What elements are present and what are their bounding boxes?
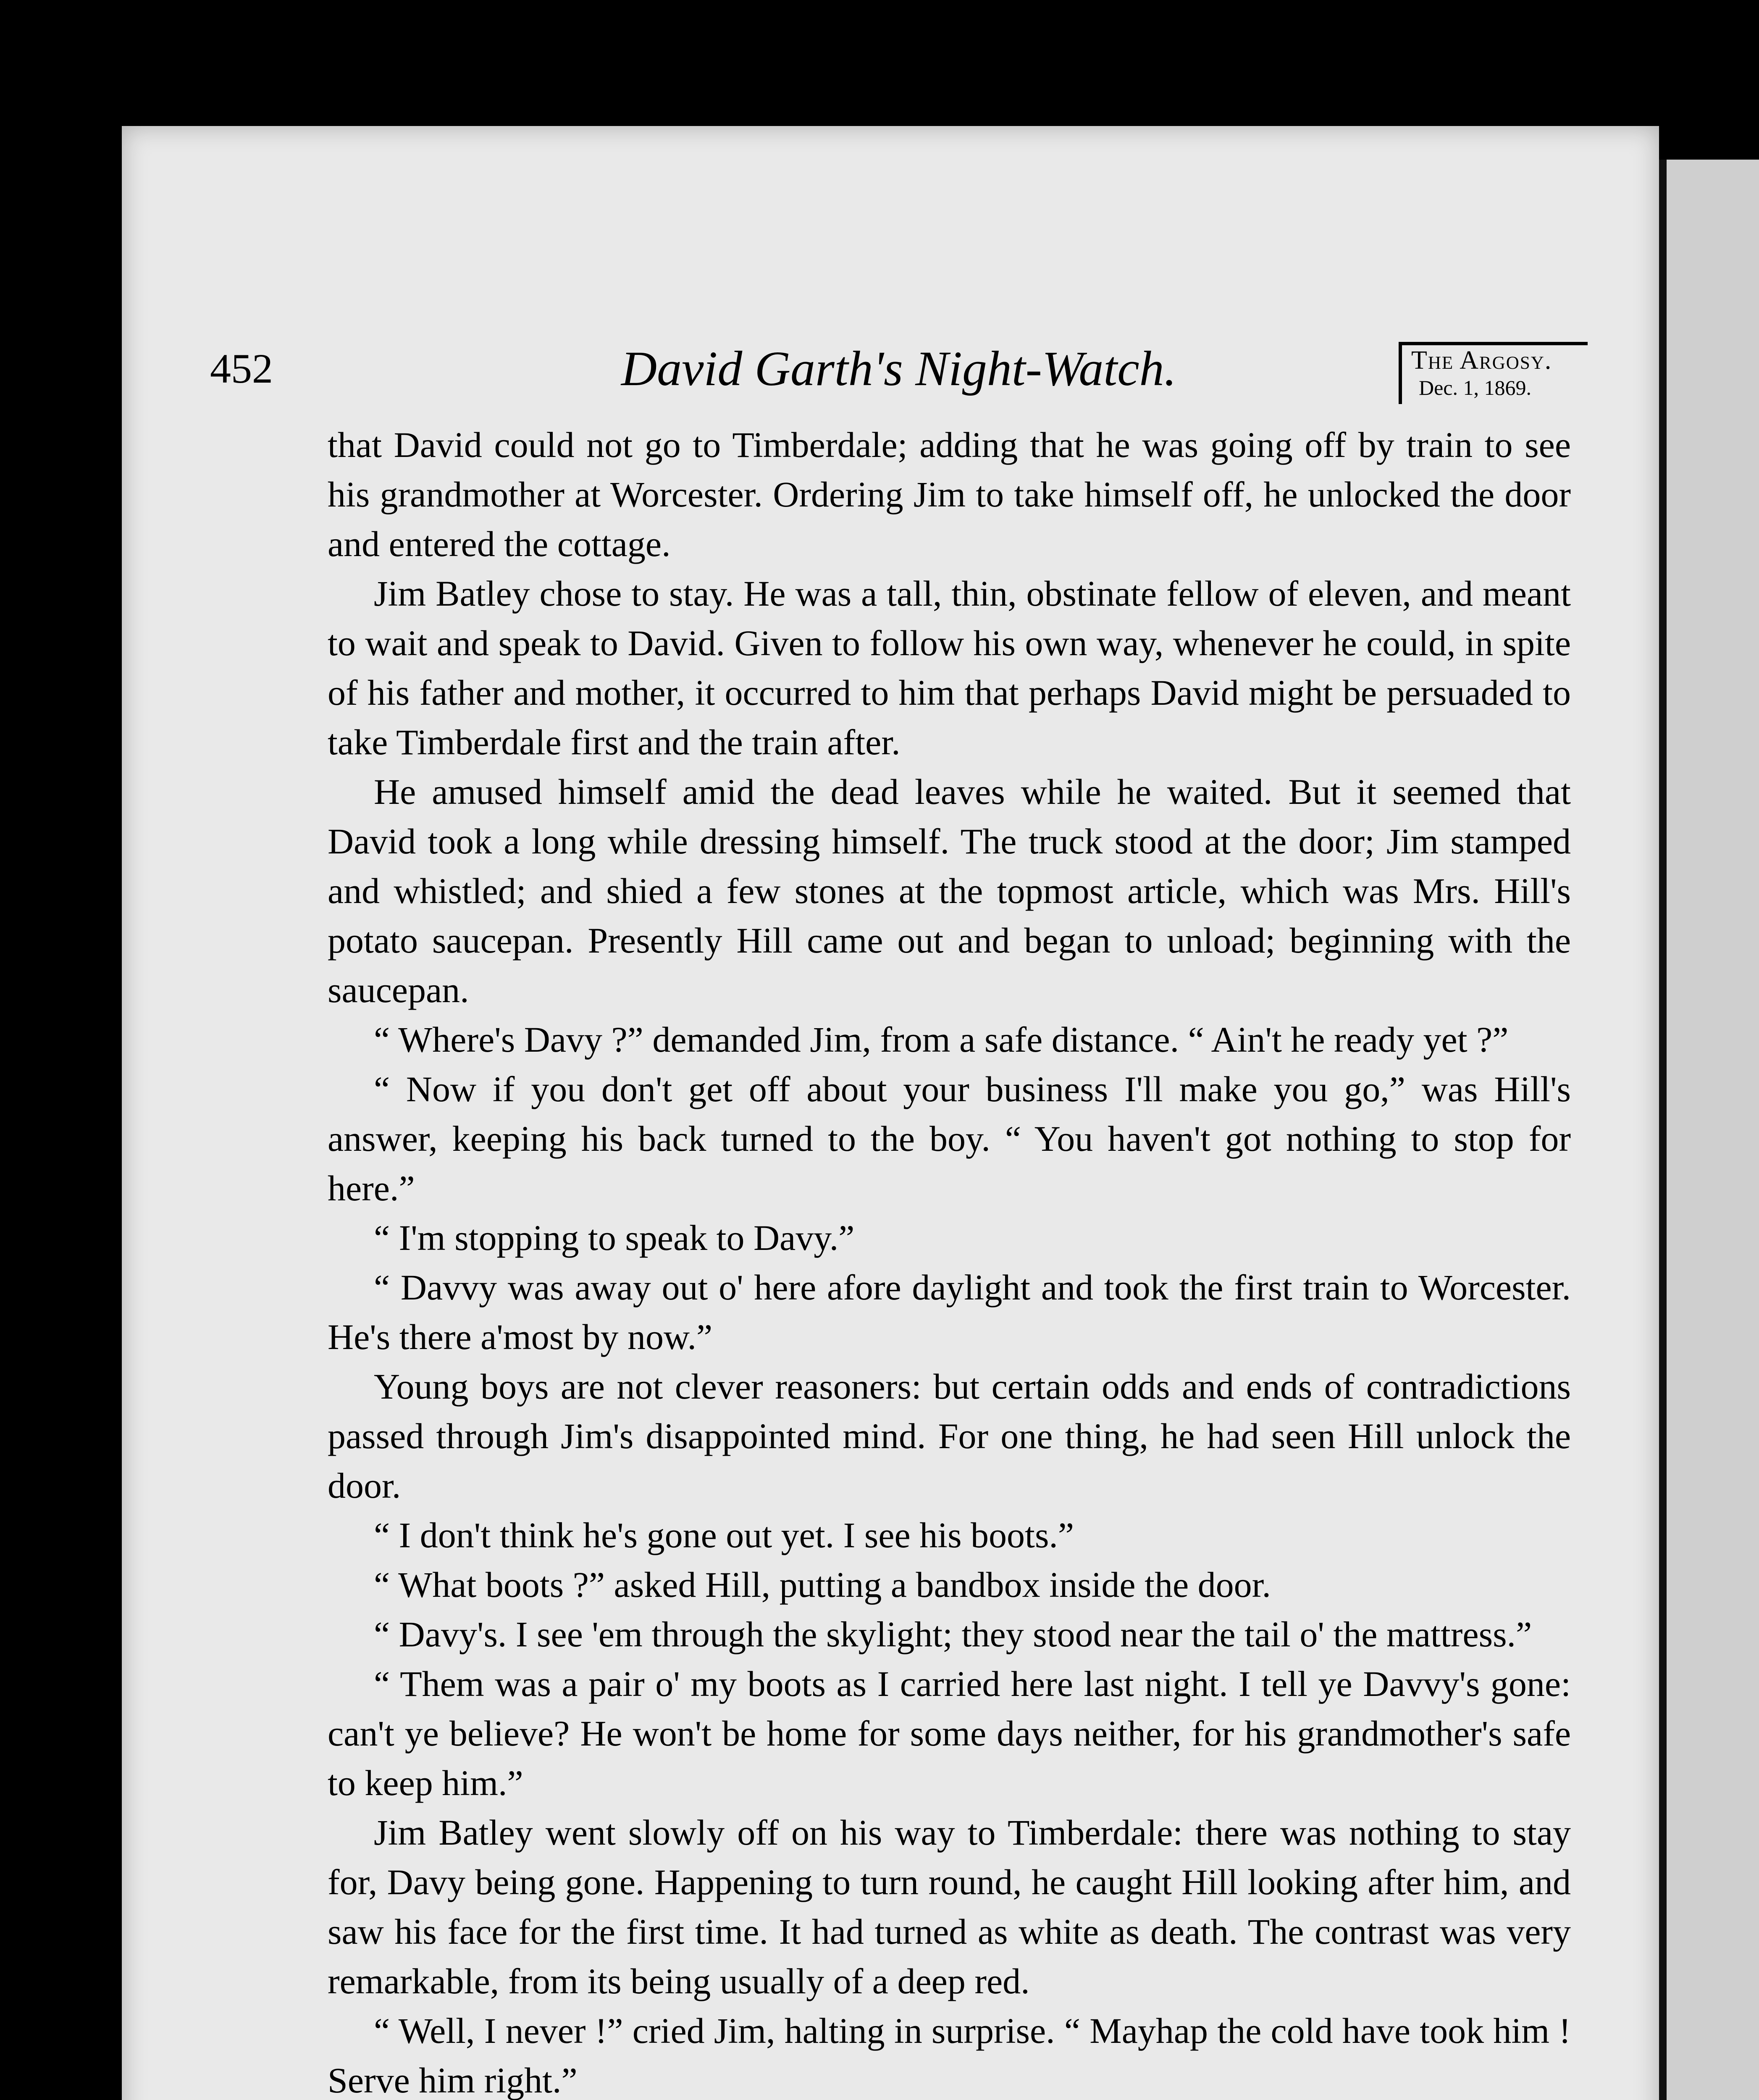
- paragraph: Young boys are not clever reasoners: but certain odds and ends of contradictions passed through Jim's disappointed mind. For one thing, he had seen Hill unlock the door.: [328, 1366, 1571, 1506]
- paragraph: “ Now if you don't get off about your business I'll make you go,” was Hill's answer, keeping his back turned to the boy. “ You haven't got nothing to stop for here.”: [328, 1069, 1571, 1208]
- paragraph: He amused himself amid the dead leaves while he waited. But it seemed that David took a long while dressing himself. The truck stood at the door; Jim stamped and whistled; and shied a few stones at the topmost article, which was Mrs. Hill's potato saucepan. Presently Hill came out and began to unload; beginning with the saucepan.: [328, 772, 1571, 1010]
- publication-reference: [1399, 342, 1588, 404]
- paragraph: that David could not go to Timberdale; adding that he was going off by train to see his grandmother at Worcester. Ordering Jim to take himself off, he unlocked the door and entered the cottage.: [328, 425, 1571, 564]
- paragraph: “ I'm stopping to speak to Davy.”: [374, 1218, 855, 1258]
- publication-name: The Argosy.: [1411, 346, 1552, 375]
- page-number: 452: [210, 345, 273, 392]
- body-text: [328, 420, 1571, 2100]
- paragraph: “ Davvy was away out o' here afore daylight and took the first train to Worcester. He's there a'most by now.”: [328, 1267, 1571, 1357]
- paragraph: Jim Batley went slowly off on his way to Timberdale: there was nothing to stay for, Davy being gone. Happening to turn round, he caught Hill looking after him, and saw his face for the first time. It had turned as white as death. The contrast was very remarkable, from its being usually of a deep red.: [328, 1812, 1571, 2001]
- paragraph: “ Davy's. I see 'em through the skylight; they stood near the tail o' the mattress.”: [374, 1614, 1532, 1654]
- page-header: [210, 336, 1588, 407]
- issue-date: Dec. 1, 1869.: [1419, 376, 1531, 399]
- paragraph: “ What boots ?” asked Hill, putting a bandbox inside the door.: [374, 1564, 1271, 1605]
- paragraph: “ I don't think he's gone out yet. I see his boots.”: [374, 1515, 1074, 1555]
- paragraph: “ Well, I never !” cried Jim, halting in surprise. “ Mayhap the cold have took him ! Serve him right.”: [328, 2011, 1571, 2100]
- paragraph: “ Where's Davy ?” demanded Jim, from a safe distance. “ Ain't he ready yet ?”: [374, 1019, 1509, 1060]
- paragraph: “ Them was a pair o' my boots as I carried here last night. I tell ye Davvy's gone: can't ye believe? He won't be home for some days neither, for his grandmother's safe to keep him.”: [328, 1664, 1571, 1803]
- adjacent-page-edge: [1659, 160, 1759, 2100]
- paragraph: Jim Batley chose to stay. He was a tall, thin, obstinate fellow of eleven, and meant to wait and speak to David. Given to follow his own way, whenever he could, in spite of his father and mother, it occurred to him that perhaps David might be persuaded to take Timberdale first and the train after.: [328, 573, 1571, 762]
- running-title: David Garth's Night-Watch.: [621, 341, 1177, 396]
